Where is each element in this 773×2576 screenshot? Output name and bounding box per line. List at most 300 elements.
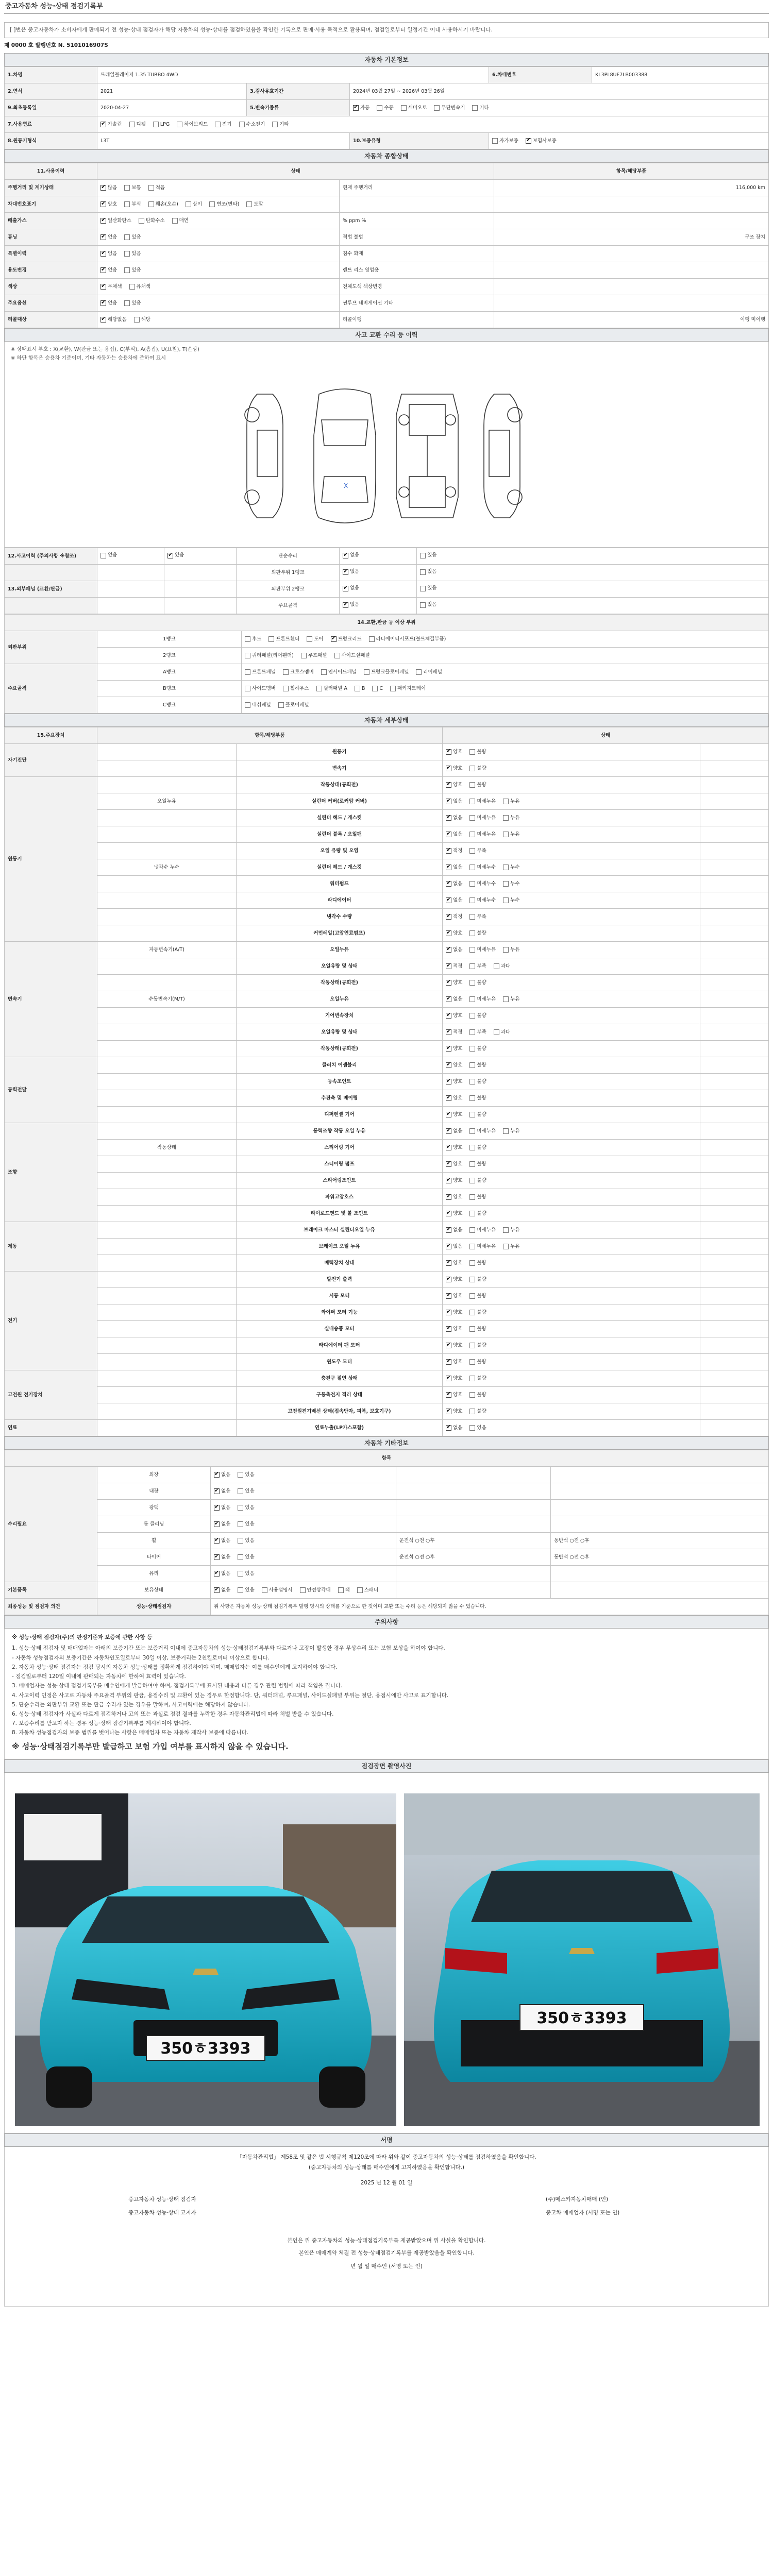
label-engine: 8.원동기형식 <box>5 133 97 149</box>
option-checkbox[interactable]: 있음 <box>238 1571 254 1577</box>
option-checkbox[interactable]: ✔ 가솔린 <box>100 122 122 128</box>
option-checkbox[interactable]: 디젤 <box>129 122 146 128</box>
option-checkbox[interactable]: ✔ 없음 <box>446 1128 462 1134</box>
accident-legend-symbols: ※ 상태표시 부호 : X(교환), W(판금 또는 용접), C(부식), A(흠집), U(요철), T(손상) <box>11 347 199 353</box>
option-checkbox[interactable]: ✔ 해당없음 <box>100 317 127 323</box>
signature-statement: 「자동차관리법」 제58조 및 같은 법 시행규칙 제120조에 따라 위와 같이 중고자동차의 성능·상태를 점검하였음을 확인합니다. <box>237 2154 536 2161</box>
option-checkbox[interactable]: 미세누유 <box>469 947 496 953</box>
notes-warning-title: ※ 성능·상태 점검자(주)의 판정기준과 보증에 관한 사항 등 <box>12 1634 153 1641</box>
option-checkbox[interactable]: ✔ 양호 <box>446 1277 462 1283</box>
option-checkbox[interactable]: 인사이드패널 <box>321 669 357 675</box>
detail-item: 실린더 헤드 / 개스킷 <box>237 859 443 876</box>
option-checkbox[interactable]: 사용설명서 <box>262 1587 293 1594</box>
option-checkbox[interactable]: 휠하우스 <box>283 686 309 692</box>
option-checkbox[interactable]: ✔ 양호 <box>446 1211 462 1217</box>
option-checkbox[interactable]: ✔ 없음 <box>446 1244 462 1250</box>
option-checkbox[interactable]: 불량 <box>469 1095 486 1101</box>
checkbox-icon <box>446 1376 451 1381</box>
option-checkbox[interactable]: ✔ 양호 <box>446 1161 462 1167</box>
option-checkbox[interactable]: C <box>372 686 383 692</box>
checkbox-icon <box>469 1178 475 1183</box>
option-checkbox[interactable]: 있음 <box>420 602 436 608</box>
option-checkbox[interactable]: 미세누유 <box>469 1244 496 1250</box>
option-checkbox[interactable]: 부족 <box>469 1029 486 1036</box>
option-checkbox[interactable]: 불량 <box>469 1392 486 1398</box>
option-checkbox[interactable]: ✔ 양호 <box>446 1046 462 1052</box>
general-row-value: 이행 미이행 <box>494 312 769 328</box>
checkbox-icon <box>343 586 348 591</box>
option-checkbox[interactable]: 불량 <box>469 980 486 986</box>
option-checkbox[interactable]: 수소전기 <box>239 122 265 128</box>
detail-row <box>5 744 769 760</box>
option-checkbox[interactable]: 필러패널 A <box>316 686 347 692</box>
accident-row-label: 13.외부패널 (교환/판금) <box>5 581 97 598</box>
option-checkbox[interactable]: ✔ 일산화탄소 <box>100 218 131 224</box>
option-checkbox[interactable]: ✔ 없음 <box>343 569 359 575</box>
parts-row <box>5 681 769 697</box>
checkbox-icon <box>469 947 475 953</box>
option-checkbox[interactable]: ✔ 없음 <box>446 947 462 953</box>
option-checkbox[interactable]: 있음 <box>124 251 141 257</box>
detail-row <box>5 1090 769 1107</box>
checkbox-icon <box>124 201 130 207</box>
detail-group: 전기 <box>5 1272 97 1370</box>
option-checkbox[interactable]: 있음 <box>124 300 141 307</box>
option-checkbox[interactable]: 미세누유 <box>469 996 496 1003</box>
option-checkbox[interactable]: ✔ 양호 <box>446 980 462 986</box>
option-checkbox[interactable]: 불량 <box>469 930 486 937</box>
option-checkbox[interactable]: 있음 <box>238 1587 254 1594</box>
option-checkbox[interactable]: 과다 <box>494 963 510 970</box>
option-checkbox[interactable]: 있음 <box>238 1521 254 1528</box>
option-checkbox[interactable]: ✔ 없음 <box>214 1505 230 1511</box>
exchange-mark: X <box>344 482 348 490</box>
option-checkbox[interactable]: ✔ 없음 <box>446 996 462 1003</box>
option-checkbox[interactable]: 불량 <box>469 782 486 788</box>
option-checkbox[interactable]: ✔ 없음 <box>214 1554 230 1561</box>
option-checkbox[interactable]: 불량 <box>469 1161 486 1167</box>
option-checkbox[interactable]: 불량 <box>469 1178 486 1184</box>
option-checkbox[interactable]: 불량 <box>469 749 486 755</box>
notes-line: 8. 자동차 성능점검자의 보증 범위를 벗어나는 사항은 매매업자 또는 자동차 제작사 보증에 따릅니다. <box>12 1730 249 1736</box>
detail-row <box>5 777 769 793</box>
option-checkbox[interactable]: ✔ 없음 <box>343 585 359 591</box>
option-checkbox[interactable]: ✔ 없음 <box>214 1488 230 1495</box>
detail-item: 라디에이터 팬 모터 <box>237 1337 443 1354</box>
detail-row <box>5 991 769 1008</box>
checkbox-icon <box>446 865 451 870</box>
option-checkbox[interactable]: ✔ 없음 <box>446 832 462 838</box>
option-checkbox[interactable]: 미세누유 <box>469 815 496 821</box>
option-checkbox[interactable]: 부족 <box>469 963 486 970</box>
option-checkbox[interactable]: 누유 <box>503 799 519 805</box>
other-group-basic: 기본품목 <box>5 1582 97 1599</box>
option-checkbox[interactable]: ✔ 없음 <box>214 1472 230 1478</box>
general-row-label: 차대번호표기 <box>5 196 97 213</box>
other-extra-left: 운전석 ○전 ○후 <box>396 1549 551 1566</box>
option-checkbox[interactable]: 미세누유 <box>469 1227 496 1233</box>
option-checkbox[interactable]: 미세누수 <box>469 865 496 871</box>
option-checkbox[interactable]: 있음 <box>469 1425 486 1431</box>
option-checkbox[interactable]: ✔ 양호 <box>446 1013 462 1019</box>
other-row <box>5 1533 769 1549</box>
detail-subgroup <box>97 1288 237 1304</box>
option-checkbox[interactable]: 없음 <box>100 552 117 558</box>
photos-panel <box>4 1773 769 2133</box>
detail-subgroup <box>97 1321 237 1337</box>
option-checkbox[interactable]: 불량 <box>469 1310 486 1316</box>
option-checkbox[interactable]: 기타 <box>272 122 289 128</box>
front-photo <box>15 1793 396 2126</box>
general-row <box>5 246 769 262</box>
other-row <box>5 1500 769 1516</box>
option-checkbox[interactable]: ✔ 양호 <box>446 1343 462 1349</box>
option-checkbox[interactable]: 대쉬패널 <box>245 702 271 708</box>
option-checkbox[interactable]: ✔ 양호 <box>446 1062 462 1069</box>
general-header-status: 상태 <box>97 163 494 180</box>
option-checkbox[interactable]: ✔ 양호 <box>446 1392 462 1398</box>
section-notes-header: 주의사항 <box>4 1615 769 1629</box>
option-checkbox[interactable]: ✔ 있음 <box>167 552 184 558</box>
option-checkbox[interactable]: 크로스멤버 <box>283 669 314 675</box>
option-checkbox[interactable]: 불량 <box>469 1359 486 1365</box>
option-checkbox[interactable]: 자가보증 <box>492 138 518 144</box>
car-outline-diagram <box>226 374 556 538</box>
signature-date: 2025 년 12 월 01 일 <box>360 2180 413 2187</box>
option-checkbox[interactable]: 플로어패널 <box>278 702 309 708</box>
option-checkbox[interactable]: 적음 <box>148 185 165 191</box>
option-checkbox[interactable]: ✔ 많음 <box>100 185 117 191</box>
option-checkbox[interactable]: 불량 <box>469 1343 486 1349</box>
option-checkbox[interactable]: ✔ 없음 <box>343 552 359 558</box>
detail-subgroup <box>97 1041 237 1057</box>
option-checkbox[interactable]: 누수 <box>503 881 519 887</box>
option-checkbox[interactable]: 잭 <box>338 1587 350 1594</box>
option-checkbox[interactable]: ✔ 없음 <box>446 897 462 904</box>
option-checkbox[interactable]: B <box>355 686 365 692</box>
option-checkbox[interactable]: ✔ 없음 <box>100 300 117 307</box>
option-checkbox[interactable]: ✔ 없음 <box>446 1425 462 1431</box>
exchange-parts-table <box>4 614 769 714</box>
checkbox-icon <box>469 1244 475 1249</box>
option-checkbox[interactable]: ✔ 양호 <box>446 1112 462 1118</box>
checkbox-icon <box>446 1293 451 1299</box>
option-checkbox[interactable]: 프론트휀더 <box>268 636 299 642</box>
option-checkbox[interactable]: ✔ 없음 <box>343 602 359 608</box>
checkbox-icon <box>238 1488 243 1494</box>
option-checkbox[interactable]: 수동 <box>377 105 393 111</box>
detail-item: 연료누출(LP가스포함) <box>237 1420 443 1436</box>
option-checkbox[interactable]: ✔ 양호 <box>446 1409 462 1415</box>
detail-subgroup: 자동변속기(A/T) <box>97 942 237 958</box>
option-checkbox[interactable]: 불량 <box>469 1046 486 1052</box>
option-checkbox[interactable]: 누유 <box>503 996 519 1003</box>
option-checkbox[interactable]: ✔ 양호 <box>446 1194 462 1200</box>
option-checkbox[interactable]: 패키지트레이 <box>390 686 426 692</box>
option-checkbox[interactable]: 후드 <box>245 636 261 642</box>
option-checkbox[interactable]: 누유 <box>503 947 519 953</box>
option-checkbox[interactable]: 부족 <box>469 914 486 920</box>
notes-line: 7. 보증수리를 받고자 하는 경우 성능·상태 점검기록부를 제시하여야 합니다. <box>12 1720 191 1727</box>
option-checkbox[interactable]: 해당 <box>134 317 150 323</box>
option-checkbox[interactable]: ✔ 자동 <box>353 105 369 111</box>
option-checkbox[interactable]: ✔ 적정 <box>446 963 462 970</box>
option-checkbox[interactable]: 있음 <box>238 1554 254 1561</box>
option-checkbox[interactable]: 쿼터패널(리어휀더) <box>245 653 294 659</box>
option-checkbox[interactable]: 트렁크플로어패널 <box>364 669 409 675</box>
option-checkbox[interactable]: ✔ 양호 <box>100 201 117 208</box>
option-checkbox[interactable]: 불량 <box>469 1277 486 1283</box>
option-checkbox[interactable]: ✔ 없음 <box>214 1521 230 1528</box>
detail-group: 동력전달 <box>5 1057 97 1123</box>
option-checkbox[interactable]: 불량 <box>469 1376 486 1382</box>
option-checkbox[interactable]: ✔ 없음 <box>446 815 462 821</box>
checkbox-icon <box>278 702 284 708</box>
buyer-confirm-1: 본인은 위 중고자동차의 성능·상태점검기록부를 제공받았으며 위 사실을 확인합니다. <box>287 2238 486 2244</box>
detail-row <box>5 1222 769 1239</box>
other-extra-right: 동반석 ○전 ○후 <box>551 1533 769 1549</box>
option-checkbox[interactable]: 있음 <box>124 234 141 241</box>
rear-car-image <box>404 1793 760 2126</box>
option-checkbox[interactable]: ✔ 적정 <box>446 848 462 854</box>
option-checkbox[interactable]: ✔ 양호 <box>446 782 462 788</box>
option-checkbox[interactable]: 있음 <box>124 267 141 274</box>
option-checkbox[interactable]: ✔ 없음 <box>100 234 117 241</box>
front-car-image <box>15 1793 396 2126</box>
option-checkbox[interactable]: 미세누유 <box>469 799 496 805</box>
option-checkbox[interactable]: 변조(변타) <box>209 201 239 208</box>
checkbox-icon <box>446 766 451 771</box>
accident-table <box>4 548 769 614</box>
parts-row <box>5 631 769 648</box>
option-checkbox[interactable]: 프론트패널 <box>245 669 276 675</box>
option-checkbox[interactable]: 사이드멤버 <box>245 686 276 692</box>
notes-line: 2. 자동차 성능·상태 점검자는 점검 당시의 자동차 성능·상태를 정확하게 점검하여야 하며, 매매업자는 이를 매수인에게 고지하여야 합니다. <box>12 1664 338 1670</box>
option-checkbox[interactable]: 탄화수소 <box>139 218 165 224</box>
other-item: 외장 <box>97 1467 211 1483</box>
detail-subgroup <box>97 1173 237 1189</box>
checkbox-icon <box>307 636 312 642</box>
option-checkbox[interactable]: 훼손(오손) <box>148 201 178 208</box>
option-checkbox[interactable]: 불량 <box>469 1409 486 1415</box>
option-checkbox[interactable]: 누수 <box>503 865 519 871</box>
option-checkbox[interactable]: ✔ 없음 <box>446 799 462 805</box>
checkbox-icon <box>238 1538 243 1544</box>
checkbox-icon <box>469 1013 475 1019</box>
option-checkbox[interactable]: 불량 <box>469 1260 486 1266</box>
detail-subgroup <box>97 1370 237 1387</box>
option-checkbox[interactable]: 불량 <box>469 1326 486 1332</box>
option-checkbox[interactable]: ✔ 양호 <box>446 1095 462 1101</box>
option-checkbox[interactable]: 있음 <box>420 585 436 591</box>
general-row-value <box>494 295 769 312</box>
detail-item: 작동상태(공회전) <box>237 1041 443 1057</box>
accident-row-label <box>5 598 97 614</box>
detail-row <box>5 892 769 909</box>
option-checkbox[interactable]: ✔ 없음 <box>214 1538 230 1544</box>
option-checkbox[interactable]: ✔ 적정 <box>446 914 462 920</box>
option-checkbox[interactable]: 누유 <box>503 815 519 821</box>
option-checkbox[interactable]: 과다 <box>494 1029 510 1036</box>
option-checkbox[interactable]: 미세누유 <box>469 1128 496 1134</box>
transmission-options <box>353 105 765 111</box>
option-checkbox[interactable]: ✔ 보험사보증 <box>526 138 557 144</box>
option-checkbox[interactable]: ✔ 없음 <box>214 1571 230 1577</box>
option-checkbox[interactable]: 불량 <box>469 1079 486 1085</box>
checkbox-icon <box>129 122 135 127</box>
option-checkbox[interactable]: ✔ 양호 <box>446 1310 462 1316</box>
option-checkbox[interactable]: ✔ 없음 <box>100 251 117 257</box>
option-checkbox[interactable]: ✔ 양호 <box>446 1178 462 1184</box>
option-checkbox[interactable]: 무단변속기 <box>434 105 465 111</box>
option-checkbox[interactable]: ✔ 적정 <box>446 1029 462 1036</box>
car-diagram-panel <box>4 342 769 548</box>
checkbox-icon <box>139 218 144 224</box>
checkbox-icon <box>469 1409 475 1414</box>
option-checkbox[interactable]: 부족 <box>469 848 486 854</box>
accident-row <box>5 581 769 598</box>
option-checkbox[interactable]: LPG <box>153 122 170 128</box>
other-row <box>5 1483 769 1500</box>
checkbox-icon <box>343 569 348 575</box>
checkbox-icon <box>186 201 191 207</box>
other-extra-left <box>396 1483 551 1500</box>
option-checkbox[interactable]: 라디에이터서포트(볼트체결부품) <box>369 636 446 642</box>
option-checkbox[interactable]: ✔ 무채색 <box>100 284 122 290</box>
detail-item: 브레이크 마스터 실린더오일 누유 <box>237 1222 443 1239</box>
option-checkbox[interactable]: 미세누수 <box>469 881 496 887</box>
detail-row <box>5 1107 769 1123</box>
option-checkbox[interactable]: 미세누유 <box>469 832 496 838</box>
option-checkbox[interactable]: 불량 <box>469 1013 486 1019</box>
detail-item: 실린더 블록 / 오일팬 <box>237 826 443 843</box>
option-checkbox[interactable]: 있음 <box>238 1472 254 1478</box>
option-checkbox[interactable]: ✔ 양호 <box>446 749 462 755</box>
option-checkbox[interactable]: 불량 <box>469 1211 486 1217</box>
option-checkbox[interactable]: 전기 <box>215 122 231 128</box>
option-checkbox[interactable]: 매연 <box>172 218 189 224</box>
option-checkbox[interactable]: ✔ 없음 <box>446 865 462 871</box>
opinion-text: 위 사항은 자동차 성능·상태 점검기록부 발행 당시의 상태를 기준으로 한 것이며 교환 또는 수리 등은 해당되지 않을 수 있습니다. <box>211 1599 769 1615</box>
other-info-table <box>4 1450 769 1615</box>
option-checkbox[interactable]: 있음 <box>238 1538 254 1544</box>
option-checkbox[interactable]: 있음 <box>238 1488 254 1495</box>
signature-panel <box>4 2147 769 2307</box>
option-checkbox[interactable]: ✔ 양호 <box>446 930 462 937</box>
option-checkbox[interactable]: ✔ 양호 <box>446 1079 462 1085</box>
option-checkbox[interactable]: ✔ 양호 <box>446 766 462 772</box>
detail-subgroup <box>97 1206 237 1222</box>
option-checkbox[interactable]: ✔ 양호 <box>446 1260 462 1266</box>
value-year: 2021 <box>97 83 247 100</box>
checkbox-icon <box>100 201 106 207</box>
option-checkbox[interactable]: 하이브리드 <box>177 122 208 128</box>
detail-row <box>5 793 769 810</box>
option-checkbox[interactable]: 누유 <box>503 1244 519 1250</box>
checkbox-icon <box>446 1161 451 1167</box>
option-checkbox[interactable]: 불량 <box>469 1112 486 1118</box>
option-checkbox[interactable]: 불량 <box>469 1194 486 1200</box>
option-checkbox[interactable]: 불량 <box>469 766 486 772</box>
option-checkbox[interactable]: 보통 <box>124 185 141 191</box>
option-checkbox[interactable]: 있음 <box>420 552 436 558</box>
option-checkbox[interactable]: 불량 <box>469 1145 486 1151</box>
option-checkbox[interactable]: ✔ 양호 <box>446 1359 462 1365</box>
option-checkbox[interactable]: ✔ 없음 <box>214 1587 230 1594</box>
general-header-history: 11.사용이력 <box>5 163 97 180</box>
option-checkbox[interactable]: 스패너 <box>357 1587 379 1594</box>
option-checkbox[interactable]: 불량 <box>469 1062 486 1069</box>
detail-item: 구동축전지 격리 상태 <box>237 1387 443 1403</box>
checkbox-icon <box>469 1392 475 1398</box>
option-checkbox[interactable]: ✔ 없음 <box>100 267 117 274</box>
fuel-options <box>100 122 765 128</box>
option-checkbox[interactable]: 도어 <box>307 636 323 642</box>
option-checkbox[interactable]: ✔ 양호 <box>446 1376 462 1382</box>
option-checkbox[interactable]: 안전삼각대 <box>300 1587 331 1594</box>
detail-subgroup <box>97 1123 237 1140</box>
checkbox-icon <box>469 799 475 804</box>
checkbox-icon <box>100 234 106 240</box>
detail-status-table <box>4 727 769 1436</box>
accident-row <box>5 565 769 581</box>
detail-row <box>5 760 769 777</box>
detail-subgroup <box>97 1255 237 1272</box>
option-checkbox[interactable]: 리어패널 <box>416 669 442 675</box>
option-checkbox[interactable]: ✔ 트렁크리드 <box>331 636 362 642</box>
checkbox-icon <box>472 105 478 111</box>
option-checkbox[interactable]: 누수 <box>503 897 519 904</box>
detail-item: 등속조인트 <box>237 1074 443 1090</box>
option-checkbox[interactable]: 부식 <box>124 201 141 208</box>
detail-item: 충전구 절연 상태 <box>237 1370 443 1387</box>
option-checkbox[interactable]: 불량 <box>469 1293 486 1299</box>
general-header-item: 항목/해당부품 <box>494 163 769 180</box>
option-checkbox[interactable]: 누유 <box>503 1227 519 1233</box>
checkbox-icon <box>300 1587 306 1593</box>
checkbox-icon <box>469 1046 475 1052</box>
option-checkbox[interactable]: ✔ 없음 <box>446 881 462 887</box>
option-checkbox[interactable]: 있음 <box>238 1505 254 1511</box>
option-checkbox[interactable]: 도말 <box>246 201 263 208</box>
checkbox-icon <box>420 569 426 575</box>
option-checkbox[interactable]: 미세누수 <box>469 897 496 904</box>
option-checkbox[interactable]: 루프패널 <box>301 653 327 659</box>
option-checkbox[interactable]: ✔ 양호 <box>446 1293 462 1299</box>
parts-rank: A랭크 <box>97 664 242 681</box>
detail-row <box>5 826 769 843</box>
dealer-name: (주)메스카자동차매매 (인) <box>546 2196 609 2203</box>
option-checkbox[interactable]: 유채색 <box>129 284 151 290</box>
option-checkbox[interactable]: ✔ 양호 <box>446 1145 462 1151</box>
checkbox-icon <box>446 930 451 936</box>
detail-row <box>5 925 769 942</box>
option-checkbox[interactable]: 누유 <box>503 832 519 838</box>
option-checkbox[interactable]: 누유 <box>503 1128 519 1134</box>
option-checkbox[interactable]: 상이 <box>186 201 202 208</box>
option-checkbox[interactable]: 사이드실패널 <box>334 653 370 659</box>
checkbox-icon <box>503 865 509 870</box>
checkbox-icon <box>214 1505 220 1511</box>
option-checkbox[interactable]: ✔ 양호 <box>446 1326 462 1332</box>
checkbox-icon <box>238 1521 243 1527</box>
option-checkbox[interactable]: ✔ 없음 <box>446 1227 462 1233</box>
option-checkbox[interactable]: 기타 <box>472 105 489 111</box>
detail-item: 클러치 어셈블리 <box>237 1057 443 1074</box>
option-checkbox[interactable]: 세미오토 <box>401 105 427 111</box>
option-checkbox[interactable]: 있음 <box>420 569 436 575</box>
parts-row <box>5 697 769 714</box>
